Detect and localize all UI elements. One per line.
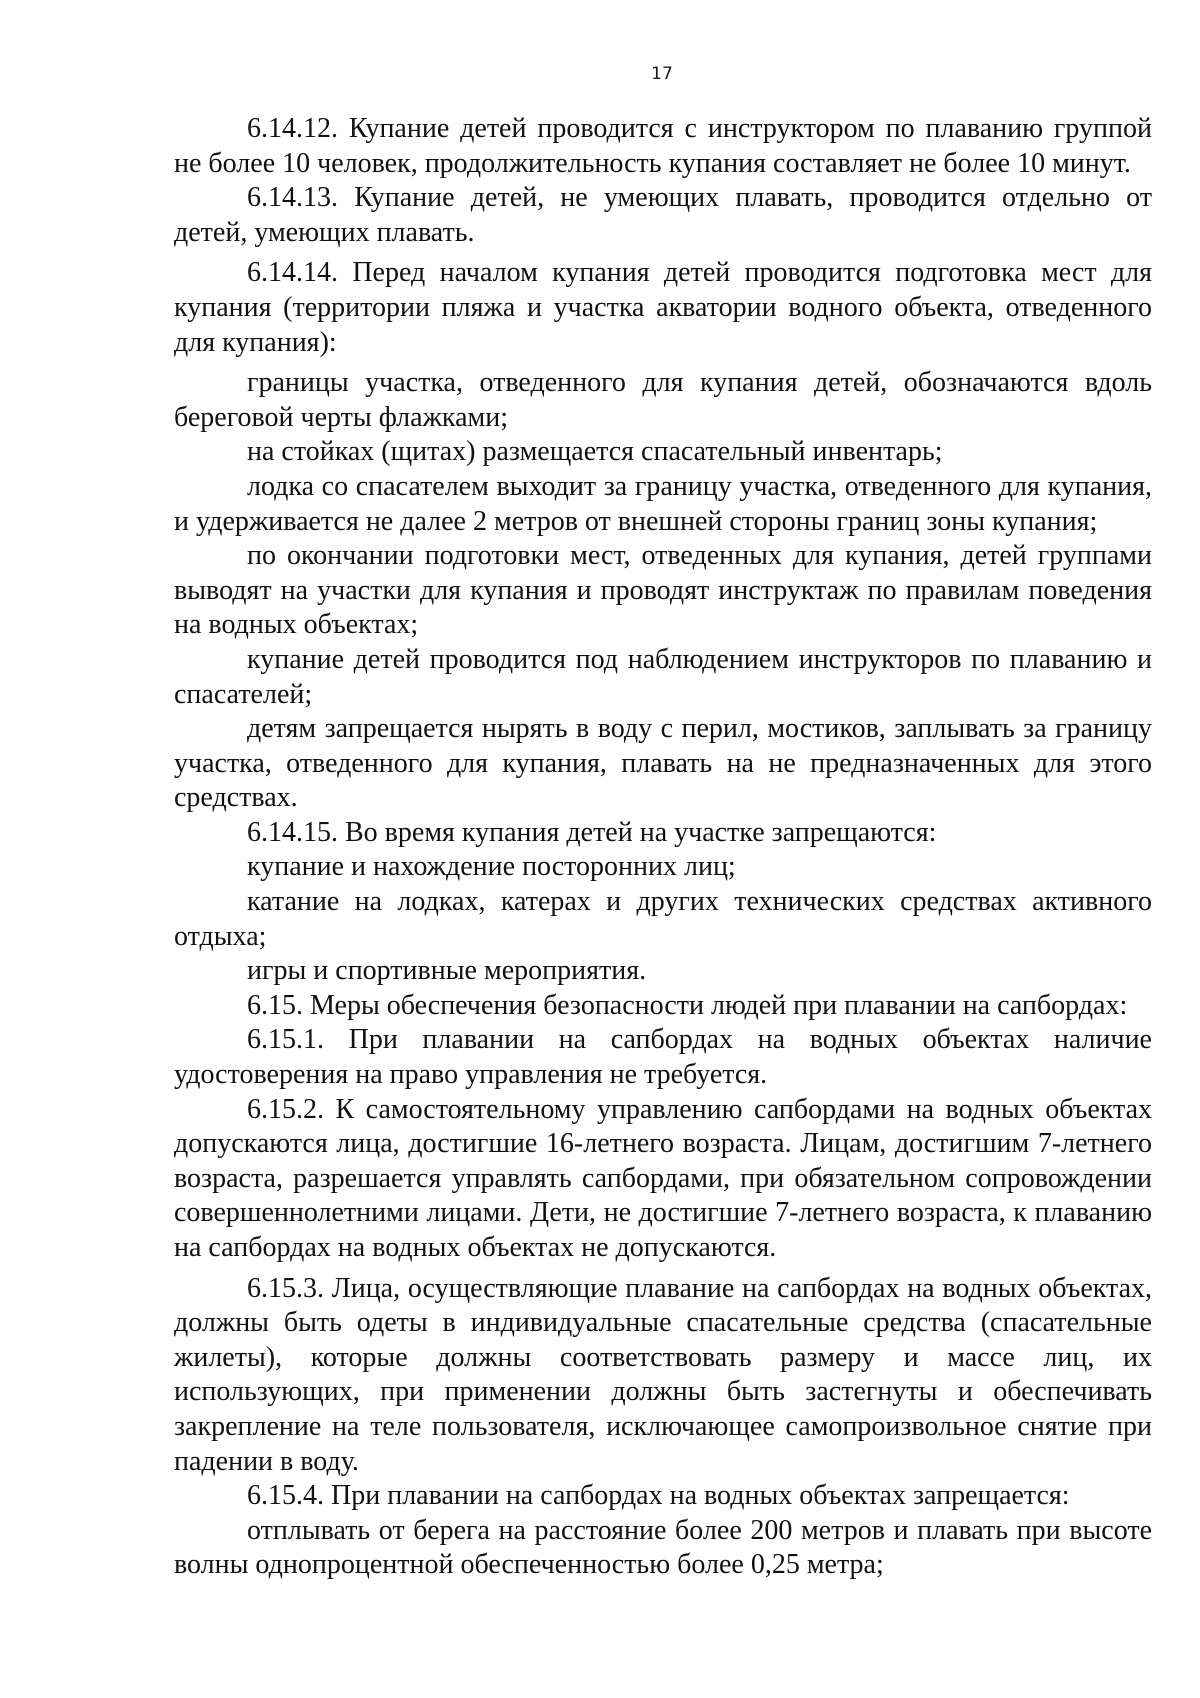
page-number: 17 — [651, 64, 673, 84]
paragraph-6-14-13: 6.14.13. Купание детей, не умеющих плавать, проводится отдельно от детей, умеющих плавать. — [174, 182, 1152, 248]
paragraph-6-15-4: 6.15.4. При плавании на сапбордах на водных объектах запрещается: — [247, 1480, 1070, 1512]
paragraph-6-15: 6.15. Меры обеспечения безопасности людей при плавании на сапбордах: — [247, 989, 1128, 1021]
list-item-outsiders: купание и нахождение посторонних лиц; — [247, 851, 736, 883]
paragraph-6-14-14: 6.14.14. Перед началом купания детей проводится подготовка мест для купания (территории пляжа и участка акватории водного объекта, отведенного для купания): — [174, 257, 1152, 358]
paragraph-6-15-2: 6.15.2. К самостоятельному управлению сапбордами на водных объектах допускаются лица, достигшие 16-летнего возраста. Лицам, достигшим 7-летнего возраста, разрешается управлять сапбордами, при обязательном сопровождении совершеннолетними лицами. Дети, не достигшие 7-летнего возраста, к плаванию на сапбордах на водных объектах не допускаются. — [174, 1093, 1152, 1263]
list-item-prohibitions: детям запрещается нырять в воду с перил, мостиков, заплывать за границу участка, отведенного для купания, плавать на не предназначенных для этого средствах. — [174, 713, 1152, 814]
list-item-boat: лодка со спасателем выходит за границу участка, отведенного для купания, и удерживается не далее 2 метров от внешней стороны границ зоны купания; — [174, 470, 1152, 537]
list-item-equipment: на стойках (щитах) размещается спасательный инвентарь; — [247, 436, 943, 468]
paragraph-6-15-3: 6.15.3. Лица, осуществляющие плавание на сапбордах на водных объектах, должны быть одеты в индивидуальные спасательные средства (спасательные жилеты), которые должны соответствовать размеру и массе лиц, их использующих, при применении должны быть застегнуты и обеспечивать закрепление на теле пользователя, исключающее самопроизвольное снятие при падении в воду. — [174, 1272, 1152, 1477]
list-item-instruction: по окончании подготовки мест, отведенных для купания, детей группами выводят на участки для купания и проводят инструктаж по правилам поведения на водных объектах; — [174, 540, 1152, 641]
paragraph-6-14-12: 6.14.12. Купание детей проводится с инструктором по плаванию группой не более 10 человек, продолжительность купания составляет не более 10 минут. — [174, 113, 1152, 179]
paragraph-6-14-15: 6.14.15. Во время купания детей на участке запрещаются: — [247, 816, 937, 848]
list-item-boundaries: границы участка, отведенного для купания детей, обозначаются вдоль береговой черты флажками; — [174, 367, 1152, 433]
list-item-supervision: купание детей проводится под наблюдением инструкторов по плаванию и спасателей; — [174, 643, 1152, 710]
list-item-distance: отплывать от берега на расстояние более 200 метров и плавать при высоте волны однопроцентной обеспеченностью более 0,25 метра; — [174, 1514, 1152, 1581]
paragraph-6-15-1: 6.15.1. При плавании на сапбордах на водных объектах наличие удостоверения на право управления не требуется. — [174, 1024, 1152, 1091]
list-item-games: игры и спортивные мероприятия. — [247, 955, 647, 987]
list-item-boating: катание на лодках, катерах и других технических средствах активного отдыха; — [174, 886, 1152, 952]
document-body — [174, 112, 1152, 1583]
